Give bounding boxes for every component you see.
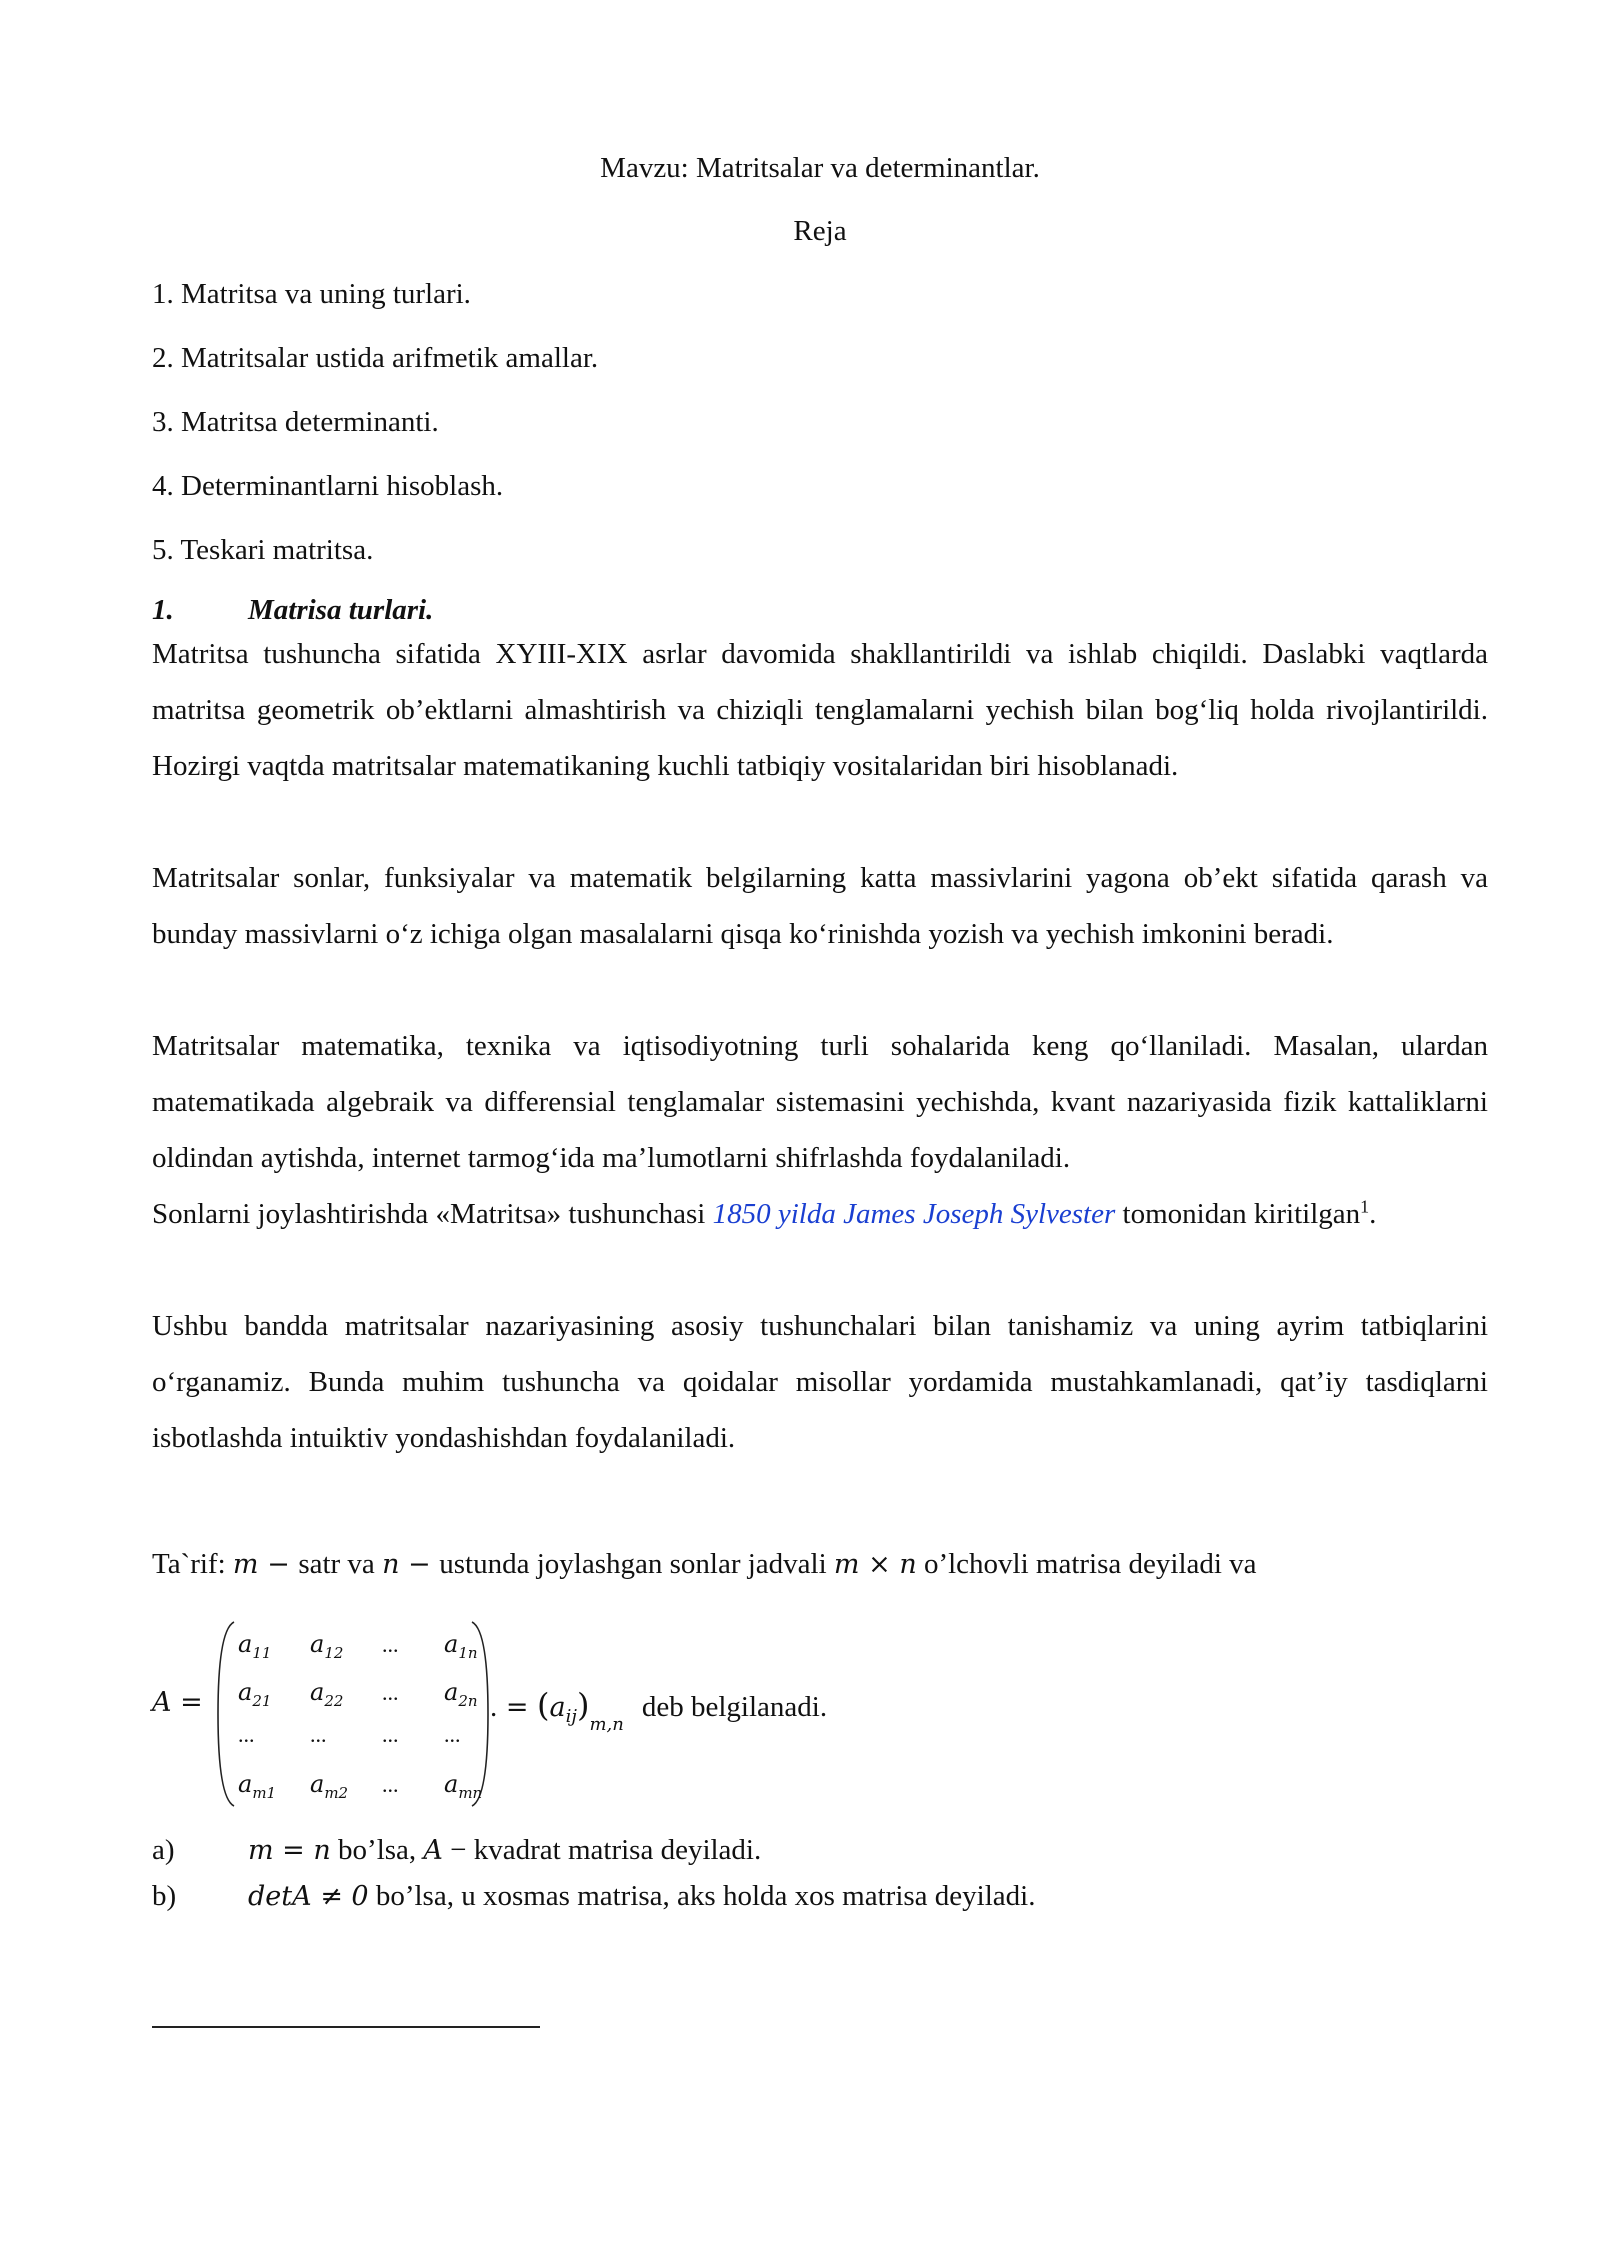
list-text: − kvadrat matrisa deyiladi. (442, 1834, 762, 1866)
section-title: Matrisa turlari. (248, 594, 434, 626)
period: . (1369, 1198, 1377, 1230)
definition-line (152, 1548, 1257, 1581)
matrix-ellipsis: ... (382, 1632, 399, 1657)
plan-heading: Reja (793, 215, 847, 247)
matrix-ellipsis: ... (382, 1722, 399, 1747)
math-times: × (859, 1549, 900, 1580)
page-title: Mavzu: Matritsalar va determinantlar. (600, 152, 1040, 184)
plan-item: 5. Teskari matritsa. (152, 534, 374, 566)
origin-text-end: tomonidan kiritilgan (1115, 1198, 1361, 1230)
matrix-ellipsis: ... (444, 1722, 461, 1747)
paren-open: ( (537, 1686, 550, 1724)
matrix-entry: $a_{22}$ (310, 1678, 344, 1710)
footnote-mark[interactable]: 1 (1360, 1196, 1370, 1217)
math-minus: − (399, 1549, 440, 1580)
matrix-ellipsis: ... (382, 1772, 399, 1797)
matrix-entry: $a_{mn}$ (444, 1770, 483, 1802)
math-n: n (382, 1549, 400, 1580)
subscript-mn: m,n (589, 1714, 624, 1735)
sylvester-link[interactable]: 1850 yilda James Joseph Sylvester (712, 1198, 1116, 1230)
plan-item: 4. Determinantlarni hisoblash. (152, 470, 504, 502)
paragraph-intro: Ushbu bandda matritsalar nazariyasining asosiy tushunchalari bilan tanishamiz va uning ayrim tatbiqlarini o‘rganamiz. Bunda muhim tushuncha va qoidalar misollar yordamida mustahkamlanadi, qat’iy tasdiqlarni isbotlashda intuiktiv yondashishdan foydalaniladi. (152, 1310, 1488, 1454)
matrix-ellipsis: ... (382, 1680, 399, 1705)
matrix-formula (152, 1620, 1352, 1810)
matrix-entry: $a_{11}$ (238, 1630, 272, 1662)
math-A: A (152, 1687, 172, 1718)
math-m: m (232, 1549, 259, 1580)
list-text: bo’lsa, u xosmas matrisa, aks holda xos matrisa deyiladi. (368, 1880, 1036, 1912)
matrix-entry: $a_{2n}$ (444, 1678, 478, 1710)
matrix-entry: $a_{12}$ (310, 1630, 344, 1662)
paragraph-history: Matritsa tushuncha sifatida XYIII-XIX asrlar davomida shakllantirildi va ishlab chiqildi. Daslabki vaqtlarda matritsa geometrik ob’ektlarni almashtirish va chiziqli tenglamalarni yechish bilan bog‘liq holda rivojlantirildi. Hozirgi vaqtda matritsalar matematikaning kuchli tatbiqiy vositalaridan biri hisoblanadi. (152, 638, 1488, 782)
definition-lead: Ta`rif: (152, 1548, 233, 1580)
math-minus: − (258, 1549, 299, 1580)
paragraph-origin (152, 1186, 1488, 1242)
list-label: b) (152, 1880, 177, 1912)
matrix-entry: $a_{1n}$ (444, 1630, 478, 1662)
section-heading (152, 594, 433, 627)
list-label: a) (152, 1834, 175, 1866)
matrix-tail-text: deb belgilanadi. (641, 1691, 828, 1723)
math-m: m (833, 1549, 860, 1580)
plan-item: 2. Matritsalar ustida arifmetik amallar. (152, 342, 599, 374)
paragraph-purpose: Matritsalar sonlar, funksiyalar va matematik belgilarning katta massivlarini yagona ob’ekt sifatida qarash va bunday massivlarni o‘z ichiga olgan masalalarni qisqa ko‘rinishda yozish va yechish imkonini beradi. (152, 862, 1488, 950)
math-equals: = (171, 1687, 203, 1718)
subscript-ij: ij (565, 1706, 577, 1727)
paren-close: ) (576, 1686, 590, 1724)
definition-text: ustunda joylashgan sonlar jadvali (439, 1548, 834, 1580)
origin-text: Sonlarni joylashtirishda «Matritsa» tushunchasi (152, 1198, 713, 1230)
matrix-entry: $a_{m2}$ (310, 1770, 349, 1802)
math-n: n (899, 1549, 917, 1580)
section-number: 1. (152, 594, 174, 626)
math-expression: m = n (248, 1835, 331, 1866)
matrix-ellipsis: ... (238, 1722, 255, 1747)
list-item-b (152, 1880, 1035, 1913)
plan-item: 3. Matritsa determinanti. (152, 406, 439, 438)
list-text: bo’lsa, (330, 1834, 424, 1866)
paragraph-applications: Matritsalar matematika, texnika va iqtisodiyotning turli sohalarida keng qo‘llaniladi. Masalan, ulardan matematikada algebraik va differensial tenglamalar sistemasini yechishda, kvant nazariyasida fizik kattaliklarni oldindan aytishda, internet tarmog‘ida ma’lumotlarni shifrlashda foydalaniladi. (152, 1030, 1488, 1174)
math-equals: = (497, 1692, 538, 1723)
math-A: A (423, 1835, 443, 1866)
matrix-ellipsis: ... (310, 1722, 327, 1747)
matrix-entry: $a_{m1}$ (238, 1770, 277, 1802)
left-paren-icon (216, 1620, 236, 1808)
plan-item: 1. Matritsa va uning turlari. (152, 278, 471, 310)
matrix-entry: $a_{21}$ (238, 1678, 272, 1710)
list-item-a (152, 1834, 761, 1867)
matrix-rhs (490, 1686, 827, 1735)
definition-text: satr va (298, 1548, 383, 1580)
math-a: a (549, 1692, 566, 1723)
math-expression: detA ≠ 0 (248, 1881, 369, 1912)
dot: . (490, 1691, 498, 1723)
definition-text: o’lchovli matrisa deyiladi va (916, 1548, 1257, 1580)
matrix-lhs (152, 1686, 203, 1719)
footnote-separator (152, 2026, 540, 2028)
